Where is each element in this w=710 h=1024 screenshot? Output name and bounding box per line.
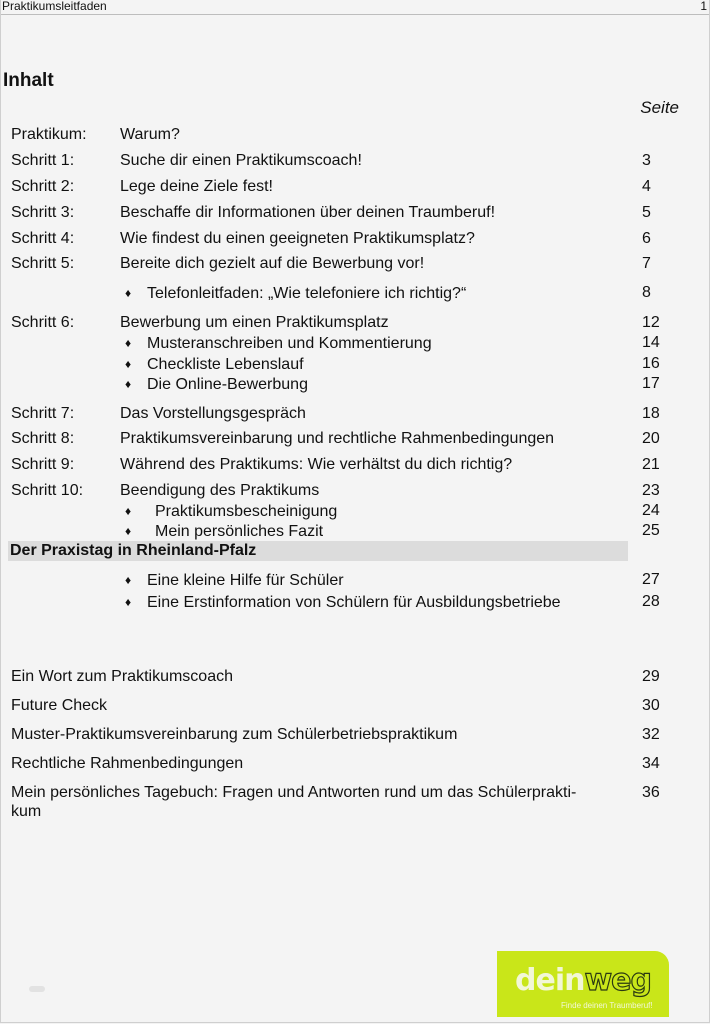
- entry-text: Während des Praktikums: Wie verhältst du dich richtig?: [120, 456, 513, 473]
- toc-subentry[interactable]: [1, 283, 709, 303]
- diamond-bullet-icon: ♦: [125, 377, 132, 391]
- logo-weg: weg: [584, 963, 652, 998]
- entry-page: 3: [642, 152, 651, 169]
- toc-appendix-entry[interactable]: [1, 754, 709, 774]
- entry-label: Praktikum:: [11, 126, 87, 143]
- entry-text: Rechtliche Rahmenbedingungen: [11, 755, 244, 772]
- toc-subentry[interactable]: [1, 501, 709, 521]
- section-header-praxistag[interactable]: [8, 541, 628, 561]
- faint-mark: [29, 986, 45, 992]
- toc-entry[interactable]: [1, 177, 709, 197]
- entry-page: 30: [642, 697, 660, 714]
- entry-label: Schritt 1:: [11, 152, 75, 169]
- logo-wordmark: [515, 965, 651, 997]
- entry-text: Das Vorstellungsgespräch: [120, 405, 306, 422]
- toc-entry[interactable]: [1, 229, 709, 249]
- toc-subentry[interactable]: [1, 374, 709, 394]
- entry-text: Praktikumsvereinbarung und rechtliche Rahmenbedingungen: [120, 430, 555, 447]
- diamond-bullet-icon: ♦: [125, 336, 132, 350]
- entry-page: 17: [642, 375, 660, 392]
- diamond-bullet-icon: ♦: [125, 595, 132, 609]
- entry-page: 8: [642, 284, 651, 301]
- entry-text: Suche dir einen Praktikumscoach!: [120, 152, 362, 169]
- page-column-label: Seite: [640, 98, 679, 117]
- entry-page: 7: [642, 255, 651, 272]
- entry-label: Schritt 4:: [11, 230, 75, 247]
- toc-entry[interactable]: [1, 404, 709, 424]
- entry-text: Telefonleitfaden: „Wie telefoniere ich richtig?“: [147, 285, 467, 302]
- entry-page: 27: [642, 571, 660, 588]
- diamond-bullet-icon: ♦: [125, 286, 132, 300]
- toc-entry[interactable]: [1, 429, 709, 449]
- toc-entry[interactable]: [1, 125, 709, 145]
- entry-text: Musteranschreiben und Kommentierung: [147, 335, 432, 352]
- toc-entry[interactable]: [1, 203, 709, 223]
- entry-page: 14: [642, 334, 660, 351]
- toc-entry[interactable]: [1, 254, 709, 274]
- toc-appendix-entry[interactable]: [1, 725, 709, 745]
- diamond-bullet-icon: ♦: [125, 504, 132, 518]
- entry-text: Beschaffe dir Informationen über deinen Traumberuf!: [120, 204, 496, 221]
- entry-label: Schritt 7:: [11, 405, 75, 422]
- entry-text: Bewerbung um einen Praktikumsplatz: [120, 314, 389, 331]
- toc-entry[interactable]: [1, 151, 709, 171]
- toc-entry[interactable]: [1, 481, 709, 501]
- entry-label: Schritt 10:: [11, 482, 84, 499]
- entry-text-continuation: kum: [11, 803, 42, 820]
- toc-subentry[interactable]: [1, 592, 709, 612]
- entry-label: Schritt 3:: [11, 204, 75, 221]
- running-title: Praktikumsleitfaden: [2, 0, 107, 13]
- running-header: [1, 0, 709, 15]
- toc-subentry[interactable]: [1, 570, 709, 590]
- logo-dein: dein: [515, 963, 585, 998]
- entry-text: Mein persönliches Tagebuch: Fragen und Antworten rund um das Schülerprakti-: [11, 784, 577, 801]
- entry-text: Wie findest du einen geeigneten Praktikumsplatz?: [120, 230, 475, 247]
- entry-page: 34: [642, 755, 660, 772]
- diamond-bullet-icon: ♦: [125, 524, 132, 538]
- entry-text: Bereite dich gezielt auf die Bewerbung vor!: [120, 255, 425, 272]
- entry-text: Lege deine Ziele fest!: [120, 178, 273, 195]
- entry-page: 28: [642, 593, 660, 610]
- entry-page: 4: [642, 178, 651, 195]
- entry-text: Eine kleine Hilfe für Schüler: [147, 572, 344, 589]
- entry-label: Schritt 2:: [11, 178, 75, 195]
- toc-appendix-entry[interactable]: [1, 696, 709, 716]
- entry-text: Muster-Praktikumsvereinbarung zum Schülerbetriebspraktikum: [11, 726, 458, 743]
- deinweg-logo: [497, 951, 669, 1017]
- toc-entry[interactable]: [1, 313, 709, 333]
- diamond-bullet-icon: ♦: [125, 357, 132, 371]
- section-title: Der Praxistag in Rheinland-Pfalz: [10, 542, 257, 559]
- toc-appendix-entry-continuation: [1, 802, 709, 822]
- entry-page: 18: [642, 405, 660, 422]
- page-number: 1: [700, 0, 707, 13]
- entry-label: Schritt 9:: [11, 456, 75, 473]
- entry-page: 29: [642, 668, 660, 685]
- entry-page: 5: [642, 204, 651, 221]
- entry-page: 25: [642, 522, 660, 539]
- entry-text: Praktikumsbescheinigung: [155, 503, 338, 520]
- entry-text: Ein Wort zum Praktikumscoach: [11, 668, 233, 685]
- entry-page: 21: [642, 456, 660, 473]
- entry-text: Beendigung des Praktikums: [120, 482, 320, 499]
- entry-text: Mein persönliches Fazit: [155, 523, 324, 540]
- diamond-bullet-icon: ♦: [125, 573, 132, 587]
- toc-subentry[interactable]: [1, 333, 709, 353]
- entry-page: 20: [642, 430, 660, 447]
- entry-label: Schritt 8:: [11, 430, 75, 447]
- toc-subentry[interactable]: [1, 354, 709, 374]
- entry-page: 23: [642, 482, 660, 499]
- entry-text: Die Online-Bewerbung: [147, 376, 308, 393]
- entry-text: Eine Erstinformation von Schülern für Ausbildungsbetriebe: [147, 594, 561, 611]
- entry-page: 16: [642, 355, 660, 372]
- entry-page: 24: [642, 502, 660, 519]
- entry-page: 12: [642, 314, 660, 331]
- toc-heading: Inhalt: [3, 70, 54, 91]
- toc-appendix-entry[interactable]: [1, 667, 709, 687]
- entry-label: Schritt 6:: [11, 314, 75, 331]
- entry-page: 36: [642, 784, 660, 801]
- logo-tagline: Finde deinen Traumberuf!: [561, 1001, 653, 1010]
- entry-text: Future Check: [11, 697, 108, 714]
- toc-entry[interactable]: [1, 455, 709, 475]
- entry-page: 6: [642, 230, 651, 247]
- entry-text: Warum?: [120, 126, 180, 143]
- toc-subentry[interactable]: [1, 521, 709, 541]
- entry-label: Schritt 5:: [11, 255, 75, 272]
- entry-page: 32: [642, 726, 660, 743]
- entry-text: Checkliste Lebenslauf: [147, 356, 304, 373]
- toc-appendix-entry[interactable]: [1, 783, 709, 803]
